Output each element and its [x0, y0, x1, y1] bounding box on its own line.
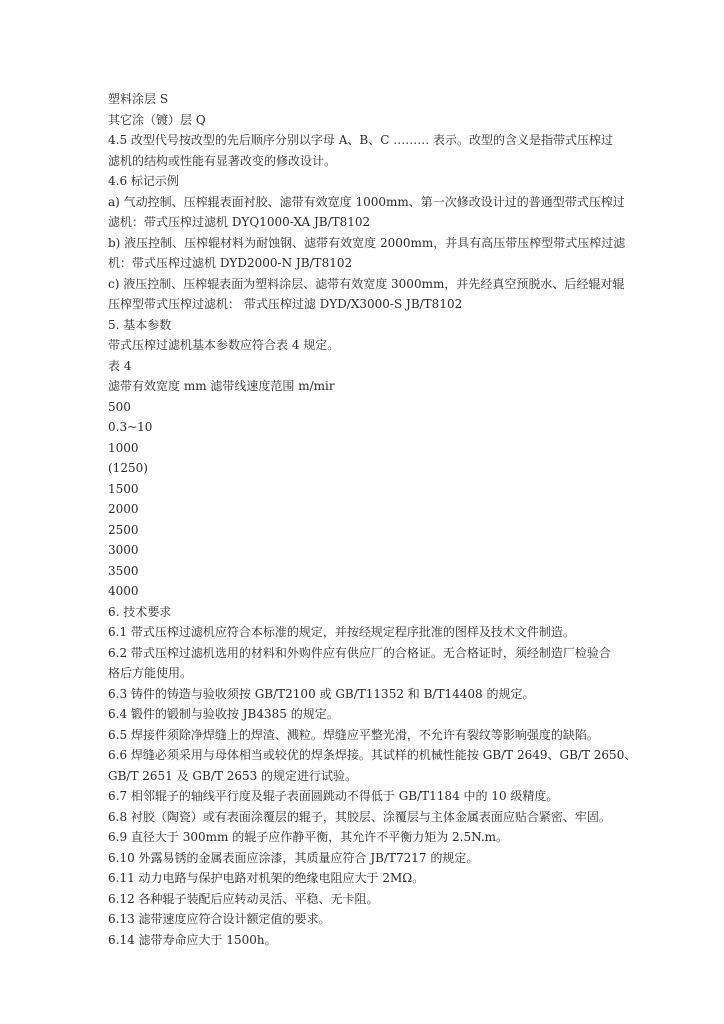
text-line: 6.4 锻件的锻制与验收按 JB4385 的规定。: [108, 707, 339, 721]
text-line: 4.6 标记示例: [108, 174, 179, 188]
text-line: 6.11 动力电路与保护电路对机架的绝缘电阻应大于 2MΩ。: [108, 871, 425, 885]
text-line: 其它涂（镀）层 Q: [108, 112, 206, 127]
text-line: 1500: [108, 481, 139, 496]
text-line: 6. 技术要求: [108, 604, 172, 619]
text-line: 机：带式压榨过滤机 DYD2000-N JB/T8102: [108, 256, 353, 270]
text-line: 6.9 直径大于 300mm 的辊子应作静平衡，其允许不平衡力矩为 2.5N.m。: [108, 830, 509, 844]
text-line: 6.8 衬胶（陶瓷）或有表面涂覆层的辊子，其胶层、涂覆层与主体金属表面应贴合紧密、牢固。: [108, 809, 611, 824]
text-line: 0.3~10: [108, 420, 153, 434]
text-line: 6.7 相邻辊子的轴线平行度及辊子表面圆跳动不得低于 GB/T1184 中的 10 级精度。: [108, 789, 559, 803]
text-line: 3000: [108, 543, 139, 557]
text-line: 6.14 滤带寿命应大于 1500h。: [108, 932, 277, 947]
text-line: 500: [108, 399, 131, 414]
text-line: 压榨型带式压榨过滤机： 带式压榨过滤 DYD/X3000-S JB/T8102: [108, 297, 463, 311]
text-line: 6.2 带式压榨过滤机选用的材料和外购件应有供应厂的合格证。无合格证时，须经制造厂检验合: [108, 645, 611, 660]
text-line: 表 4: [108, 358, 132, 373]
text-line: 塑料涂层 S: [108, 92, 169, 106]
text-line: 1000: [108, 440, 139, 455]
text-line: c) 液压控制、压榨辊表面为塑料涂层、滤带有效宽度 3000mm，并先经真空预脱水、后经辊对辊: [108, 276, 625, 291]
text-line: (1250): [108, 461, 148, 475]
text-line: 滤机：带式压榨过滤机 DYQ1000-XA JB/T8102: [108, 215, 371, 229]
text-line: 6.6 焊缝必须采用与母体相当或较优的焊条焊接。其试样的机械性能按 GB/T 2649、GB/T 2650、: [108, 748, 637, 762]
text-line: 格后方能使用。: [108, 666, 193, 680]
text-line: 带式压榨过滤机基本参数应符合表 4 规定。: [108, 338, 340, 352]
document-body: [108, 89, 648, 950]
text-line: b) 液压控制、压榨辊材料为耐蚀钢、滤带有效宽度 2000mm，并具有高压带压榨型带式压榨过滤: [108, 235, 626, 250]
text-line: 6.10 外露易锈的金属表面应涂漆，其质量应符合 JB/T7217 的规定。: [108, 850, 479, 865]
text-line: 6.13 滤带速度应符合设计额定值的要求。: [108, 912, 331, 926]
text-line: 4.5 改型代号按改型的先后顺序分别以字母 A、B、C ……… 表示。改型的含义是指带式压榨过: [108, 133, 614, 147]
text-line: 滤带有效宽度 mm 滤带线速度范围 m/mir: [108, 379, 335, 393]
text-line: 滤机的结构或性能有显著改变的修改设计。: [108, 153, 337, 168]
text-line: 3500: [108, 563, 139, 578]
text-line: 2500: [108, 522, 139, 537]
text-line: a) 气动控制、压榨辊表面衬胶、滤带有效宽度 1000mm、第一次修改设计过的普通型带式压榨过: [108, 194, 625, 209]
text-line: 6.1 带式压榨过滤机应符合本标准的规定，并按经规定程序批准的图样及技术文件制造。: [108, 625, 575, 639]
text-line: 6.12 各种辊子装配后应转动灵活、平稳、无卡阻。: [108, 891, 379, 906]
text-line: 2000: [108, 502, 139, 516]
text-line: GB/T 2651 及 GB/T 2653 的规定进行试验。: [108, 768, 358, 783]
text-line: 6.5 焊接件须除净焊缝上的焊渣、溅粒。焊缝应平整光滑，不允许有裂纹等影响强度的缺陷。: [108, 727, 599, 742]
text-line: 6.3 铸件的铸造与验收须按 GB/T2100 或 GB/T11352 和 B/T14408 的规定。: [108, 686, 535, 701]
text-line: 4000: [108, 584, 139, 598]
text-line: 5. 基本参数: [108, 317, 172, 332]
